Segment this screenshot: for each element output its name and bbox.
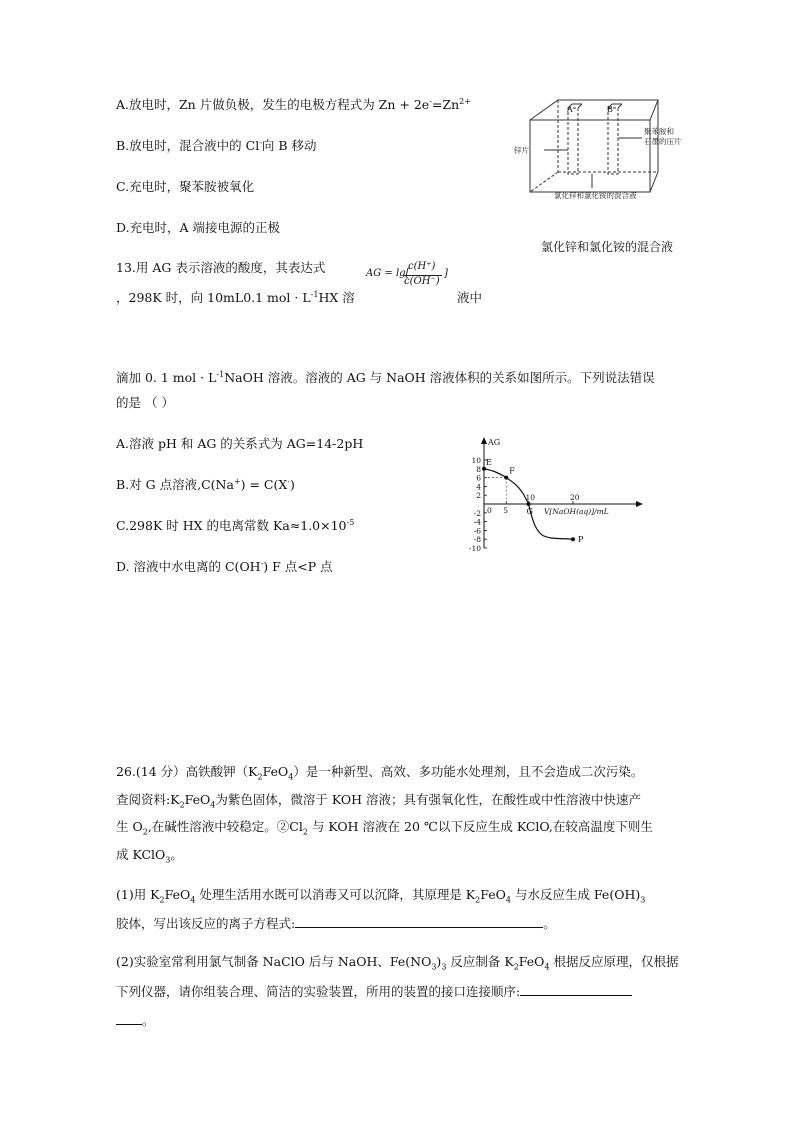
- q26-para-line1: [116, 763, 643, 781]
- superscript: +: [233, 476, 241, 486]
- q26-sub2-line1: [116, 953, 679, 971]
- superscript: -1: [216, 369, 225, 379]
- q26-para-line3: [116, 818, 653, 836]
- superscript: 2+: [459, 96, 471, 106]
- x-tick-label: 0: [487, 506, 492, 515]
- text: 根据反应原理，仅根据: [549, 954, 679, 969]
- q13-stem-line1: 13.用 AG 表示溶液的酸度，其表达式: [116, 260, 326, 275]
- text: 成 KClO: [116, 847, 166, 862]
- subscript: 2: [475, 895, 481, 905]
- q26-sub1-line2: [116, 913, 556, 933]
- subscript: 3: [640, 895, 646, 905]
- q13-option-a: A.溶液 pH 和 AG 的关系式为 AG=14-2pH: [116, 436, 364, 451]
- y-tick-label: 10: [471, 456, 481, 465]
- chart-x-axis-label: V[NaOH(aq)]/mL: [544, 507, 609, 516]
- subscript: 4: [190, 895, 196, 905]
- q12-option-c: C.充电时，聚苯胺被氧化: [116, 179, 255, 194]
- q26-sub2-line2: [116, 981, 632, 1001]
- q12-option-b-text-2: 向 B 移动: [261, 138, 317, 153]
- y-tick-label: -8: [473, 535, 481, 545]
- q13-stem-line3-text-2: NaOH 溶液。溶液的 AG 与 NaOH 溶液体积的关系如图所示。下列说法错误: [224, 370, 655, 385]
- formula-numerator: c(H⁺): [408, 261, 436, 272]
- subscript: 2: [257, 772, 263, 782]
- q13-option-d-text-2: ) F 点<P 点: [263, 559, 333, 574]
- q13-stem-line2-tail: 液中: [457, 290, 483, 305]
- y-tick-label: -4: [473, 517, 481, 527]
- answer-blank[interactable]: [295, 913, 543, 928]
- polyaniline-label-1: 聚苯胺和: [644, 127, 674, 136]
- x-axis-arrow: [636, 501, 643, 507]
- y-axis-arrow: [481, 437, 487, 444]
- text: 26.(14 分）高铁酸钾（K: [116, 764, 258, 779]
- subscript: 4: [210, 800, 216, 810]
- text: 处理生活用水既可以消毒又可以沉降，其原理是 K: [195, 887, 476, 902]
- point-f-label: F: [509, 466, 515, 476]
- subscript: 2: [159, 895, 165, 905]
- x-tick-label: 20: [570, 493, 580, 502]
- q13-option-b: [116, 476, 295, 494]
- y-tick-label: -10: [468, 544, 481, 553]
- text: 查阅资料:K: [116, 792, 180, 807]
- q26-sub2-line3: [116, 1010, 155, 1030]
- q13-option-c: [116, 517, 354, 535]
- text: FeO: [262, 764, 289, 779]
- superscript: -: [429, 96, 432, 106]
- formula-lhs: AG = lg[: [366, 268, 410, 279]
- y-tick-label: 6: [476, 473, 481, 483]
- formula-denominator: c(OH⁻): [404, 276, 440, 287]
- y-tick-label: 2: [476, 491, 481, 501]
- subscript: 3: [165, 855, 171, 865]
- q26-sub1-line1: [116, 886, 645, 904]
- point-p-label: P: [578, 535, 584, 545]
- text: (2)实验室常利用氯气制备 NaClO 后与 NaOH、Fe(NO: [116, 954, 432, 969]
- text: 生 O: [116, 819, 143, 834]
- subscript: 2: [513, 962, 519, 972]
- q12-option-a: [116, 96, 471, 114]
- zinc-plate-label: 锌片: [514, 146, 529, 155]
- point-e-label: E: [486, 457, 492, 467]
- q13-option-b-text: B.对 G 点溶液,C(Na: [116, 477, 234, 492]
- answer-blank[interactable]: [520, 981, 632, 996]
- subscript: 4: [505, 895, 511, 905]
- battery-figure-caption: 氯化锌和氯化铵的混合液: [541, 240, 674, 254]
- superscript: -5: [346, 517, 355, 527]
- q26-para-line2: [116, 791, 641, 809]
- text: FeO: [184, 792, 211, 807]
- y-tick-label: 4: [476, 482, 481, 492]
- q13-option-b-text-2: ) = C(X: [240, 477, 288, 492]
- formula-rhs: ]: [444, 268, 448, 279]
- text: 反应制备 K: [446, 954, 514, 969]
- q13-stem-line3-text: 滴加 0. 1 mol · L: [116, 370, 217, 385]
- q13-option-b-text-3: ): [289, 477, 295, 492]
- q12-option-b: [116, 137, 317, 155]
- q12-option-a-text-2: =Zn: [431, 97, 460, 112]
- point-g-label: G: [526, 507, 533, 516]
- q26-para-line4: [116, 846, 183, 864]
- text: FeO: [164, 887, 191, 902]
- text: 与 KOH 溶液在 20 ℃以下反应生成 KClO,在较高温度下则生: [307, 819, 653, 834]
- q13-option-c-text: C.298K 时 HX 的电离常数 Ka≈1.0×10: [116, 518, 347, 533]
- subscript: 2: [302, 827, 308, 837]
- superscript: -: [287, 476, 290, 486]
- superscript: -: [259, 137, 262, 147]
- text: ,在碱性溶液中较稳定。②Cl: [147, 819, 303, 834]
- q13-stem-line2-text-2: HX 溶: [318, 290, 355, 305]
- chart-y-axis-label: AG: [488, 438, 501, 447]
- text: FeO: [480, 887, 506, 902]
- subscript: 2: [142, 827, 148, 837]
- text: 。: [170, 847, 183, 862]
- q12-option-d: D.充电时，A 端接电源的正极: [116, 220, 281, 235]
- text: 胶体，写出该反应的离子方程式:: [116, 916, 296, 931]
- q13-option-d-text: D. 溶液中水电离的 C(OH: [116, 559, 261, 574]
- text: (1)用 K: [116, 887, 160, 902]
- q12-option-b-text: B.放电时，混合液中的 Cl: [116, 138, 260, 153]
- text: 。: [543, 916, 556, 931]
- subscript: 2: [179, 800, 185, 810]
- x-tick-label: 10: [525, 493, 536, 502]
- polyaniline-label-2: 石墨的压片: [644, 137, 682, 146]
- y-tick-label: -6: [473, 526, 481, 536]
- q12-option-a-text: A.放电时，Zn 片做负极，发生的电极方程式为 Zn + 2e: [116, 97, 430, 112]
- point-g-marker: [527, 502, 531, 506]
- q13-stem-line3: [116, 369, 655, 387]
- subscript: 4: [288, 772, 294, 782]
- electrode-b-label: B: [607, 105, 613, 114]
- text: 下列仪器，请你组装合理、简洁的实验装置，所用的装置的接口连接顺序:: [116, 984, 521, 999]
- x-tick-label: 5: [503, 506, 509, 515]
- y-tick-label: 8: [476, 464, 481, 474]
- point-f-marker: [504, 476, 508, 480]
- electrolyte-label: 氯化锌和氯化铵的混合液: [554, 191, 637, 200]
- subscript: 3: [431, 962, 437, 972]
- q13-option-d: [116, 558, 333, 576]
- text: 。: [142, 1013, 155, 1028]
- point-p-marker: [571, 537, 575, 541]
- subscript: 4: [544, 962, 550, 972]
- superscript: -1: [310, 289, 319, 299]
- superscript: -: [260, 558, 264, 568]
- text: 与水反应生成 Fe(OH): [510, 887, 641, 902]
- point-e-marker: [482, 467, 486, 471]
- y-tick-label: -2: [473, 508, 481, 518]
- text: ): [436, 954, 442, 969]
- text: ）是一种新型、高效、多功能水处理剂，且不会造成二次污染。: [293, 764, 644, 779]
- electrode-a-label: A: [567, 105, 573, 114]
- ag-titration-chart: [456, 434, 646, 558]
- q13-stem-line2-text: ，298K 时，向 10mL0.1 mol · L: [116, 290, 311, 305]
- text: FeO: [518, 954, 545, 969]
- q13-stem-line4: 的是 （ ）: [116, 395, 174, 410]
- q13-stem-line2: [116, 289, 355, 307]
- answer-blank-continued[interactable]: [116, 1010, 142, 1025]
- battery-cell-figure: [510, 90, 690, 210]
- subscript: 3: [441, 962, 447, 972]
- text: 为紫色固体，微溶于 KOH 溶液；具有强氧化性，在酸性或中性溶液中快速产: [215, 792, 641, 807]
